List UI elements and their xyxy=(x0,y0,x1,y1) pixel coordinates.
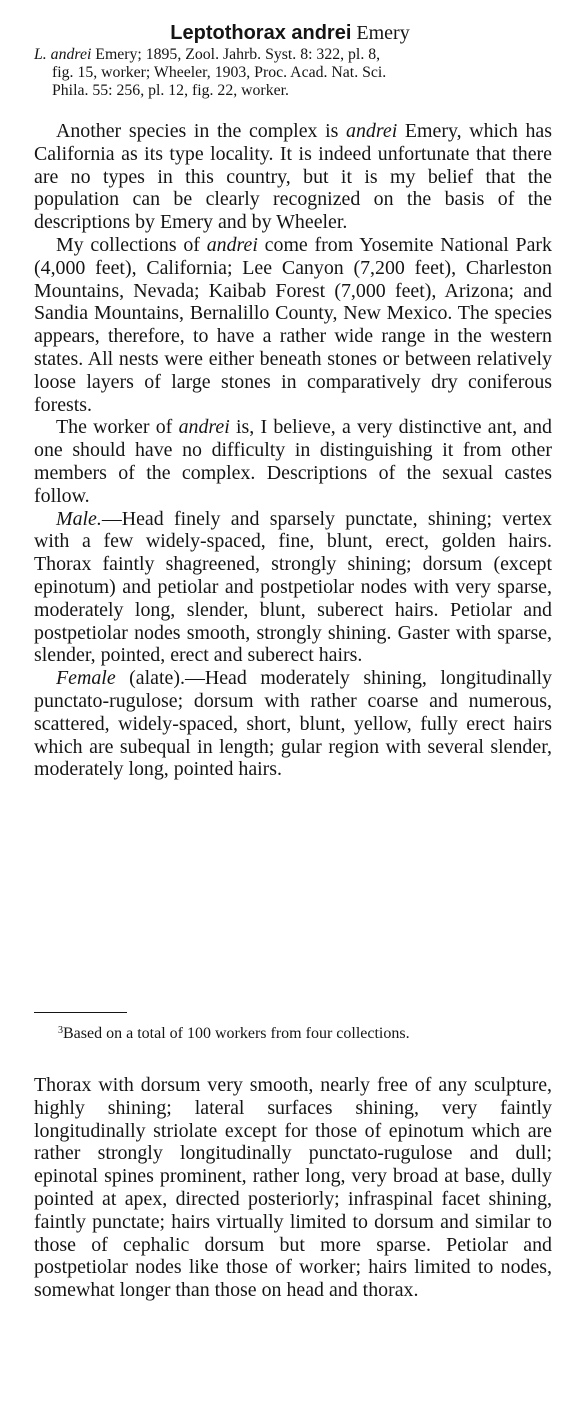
main-text xyxy=(34,120,552,781)
synonymy-line-2: fig. 15, worker; Wheeler, 1903, Proc. Acad. Nat. Sci. xyxy=(52,64,387,81)
species-heading xyxy=(0,20,580,46)
paragraph-collections: My collections of andrei come from Yosemite National Park (4,000 feet), California; Lee Canyon (7,200 feet), Charleston Mountains, Nevada; Kaibab Forest (7,000 feet), Arizona; and Sandia Mountains, Bernalillo County, New Mexico. The species appears, therefore, to have a rather wide range in the western states. All nests were either beneath stones or between relatively loose layers of large stones in comparatively dry coniferous forests. xyxy=(34,233,552,416)
species-name: Leptothorax andrei xyxy=(170,22,352,44)
synonymy-line-1: L. andrei Emery; 1895, Zool. Jahrb. Syst. 8: 322, pl. 8, xyxy=(34,46,381,63)
synonymy-citation xyxy=(34,46,554,100)
footnote-mark: 3 xyxy=(58,1025,63,1036)
species-author: Emery xyxy=(356,22,410,44)
paragraph-thorax: Thorax with dorsum very smooth, nearly free of any sculpture, highly shining; lateral surfaces shining, very faintly longitudinally striolate except for those of epinotum which are rather strongly longitudinally punctato-rugulose and dull; epinotal spines prominent, rather long, very broad at base, dully pointed at apex, directed posteriorly; infraspinal facet shining, faintly punctate; hairs virtually limited to dorsum and similar to those of cephalic dorsum but more sparse. Petiolar and postpetiolar nodes like those of worker; hairs limited to nodes, somewhat longer than those on head and thorax. xyxy=(34,1074,552,1302)
paragraph-male: Male.—Head finely and sparsely punctate, shining; vertex with a few widely-spaced, fine, blunt, erect, golden hairs. Thorax faintly shagreened, strongly shining; dorsum (except epinotum) and petiolar and postpetiolar nodes with very sparse, moderately long, slender, blunt, suberect hairs. Petiolar and postpetiolar nodes smooth, strongly shining. Gaster with sparse, slender, pointed, erect and suberect hairs. xyxy=(34,507,552,667)
synonymy-species: L. andrei xyxy=(34,46,92,63)
footnote-rule xyxy=(34,1012,127,1013)
paragraph-type-locality: Another species in the complex is andrei Emery, which has California as its type locality. It is indeed unfortunate that there are no types in this country, but it is my belief that the population can be clearly recognized on the basis of the descriptions by Emery and by Wheeler. xyxy=(34,120,552,234)
continued-text xyxy=(34,1074,552,1302)
paragraph-female: Female (alate).—Head moderately shining, longitudinally punctato-rugulose; dorsum with rather coarse and numerous, scattered, widely-spaced, short, blunt, yellow, fully erect hairs which are subequal in length; gular region with several slender, moderately long, pointed hairs. xyxy=(34,667,552,781)
paragraph-worker: The worker of andrei is, I believe, a very distinctive ant, and one should have no difficulty in distinguishing it from other members of the complex. Descriptions of the sexual castes follow. xyxy=(34,416,552,507)
footnote-text: Based on a total of 100 workers from four collections. xyxy=(63,1025,410,1042)
footnote xyxy=(58,1021,558,1044)
synonymy-line-3: Phila. 55: 256, pl. 12, fig. 22, worker. xyxy=(52,82,289,99)
